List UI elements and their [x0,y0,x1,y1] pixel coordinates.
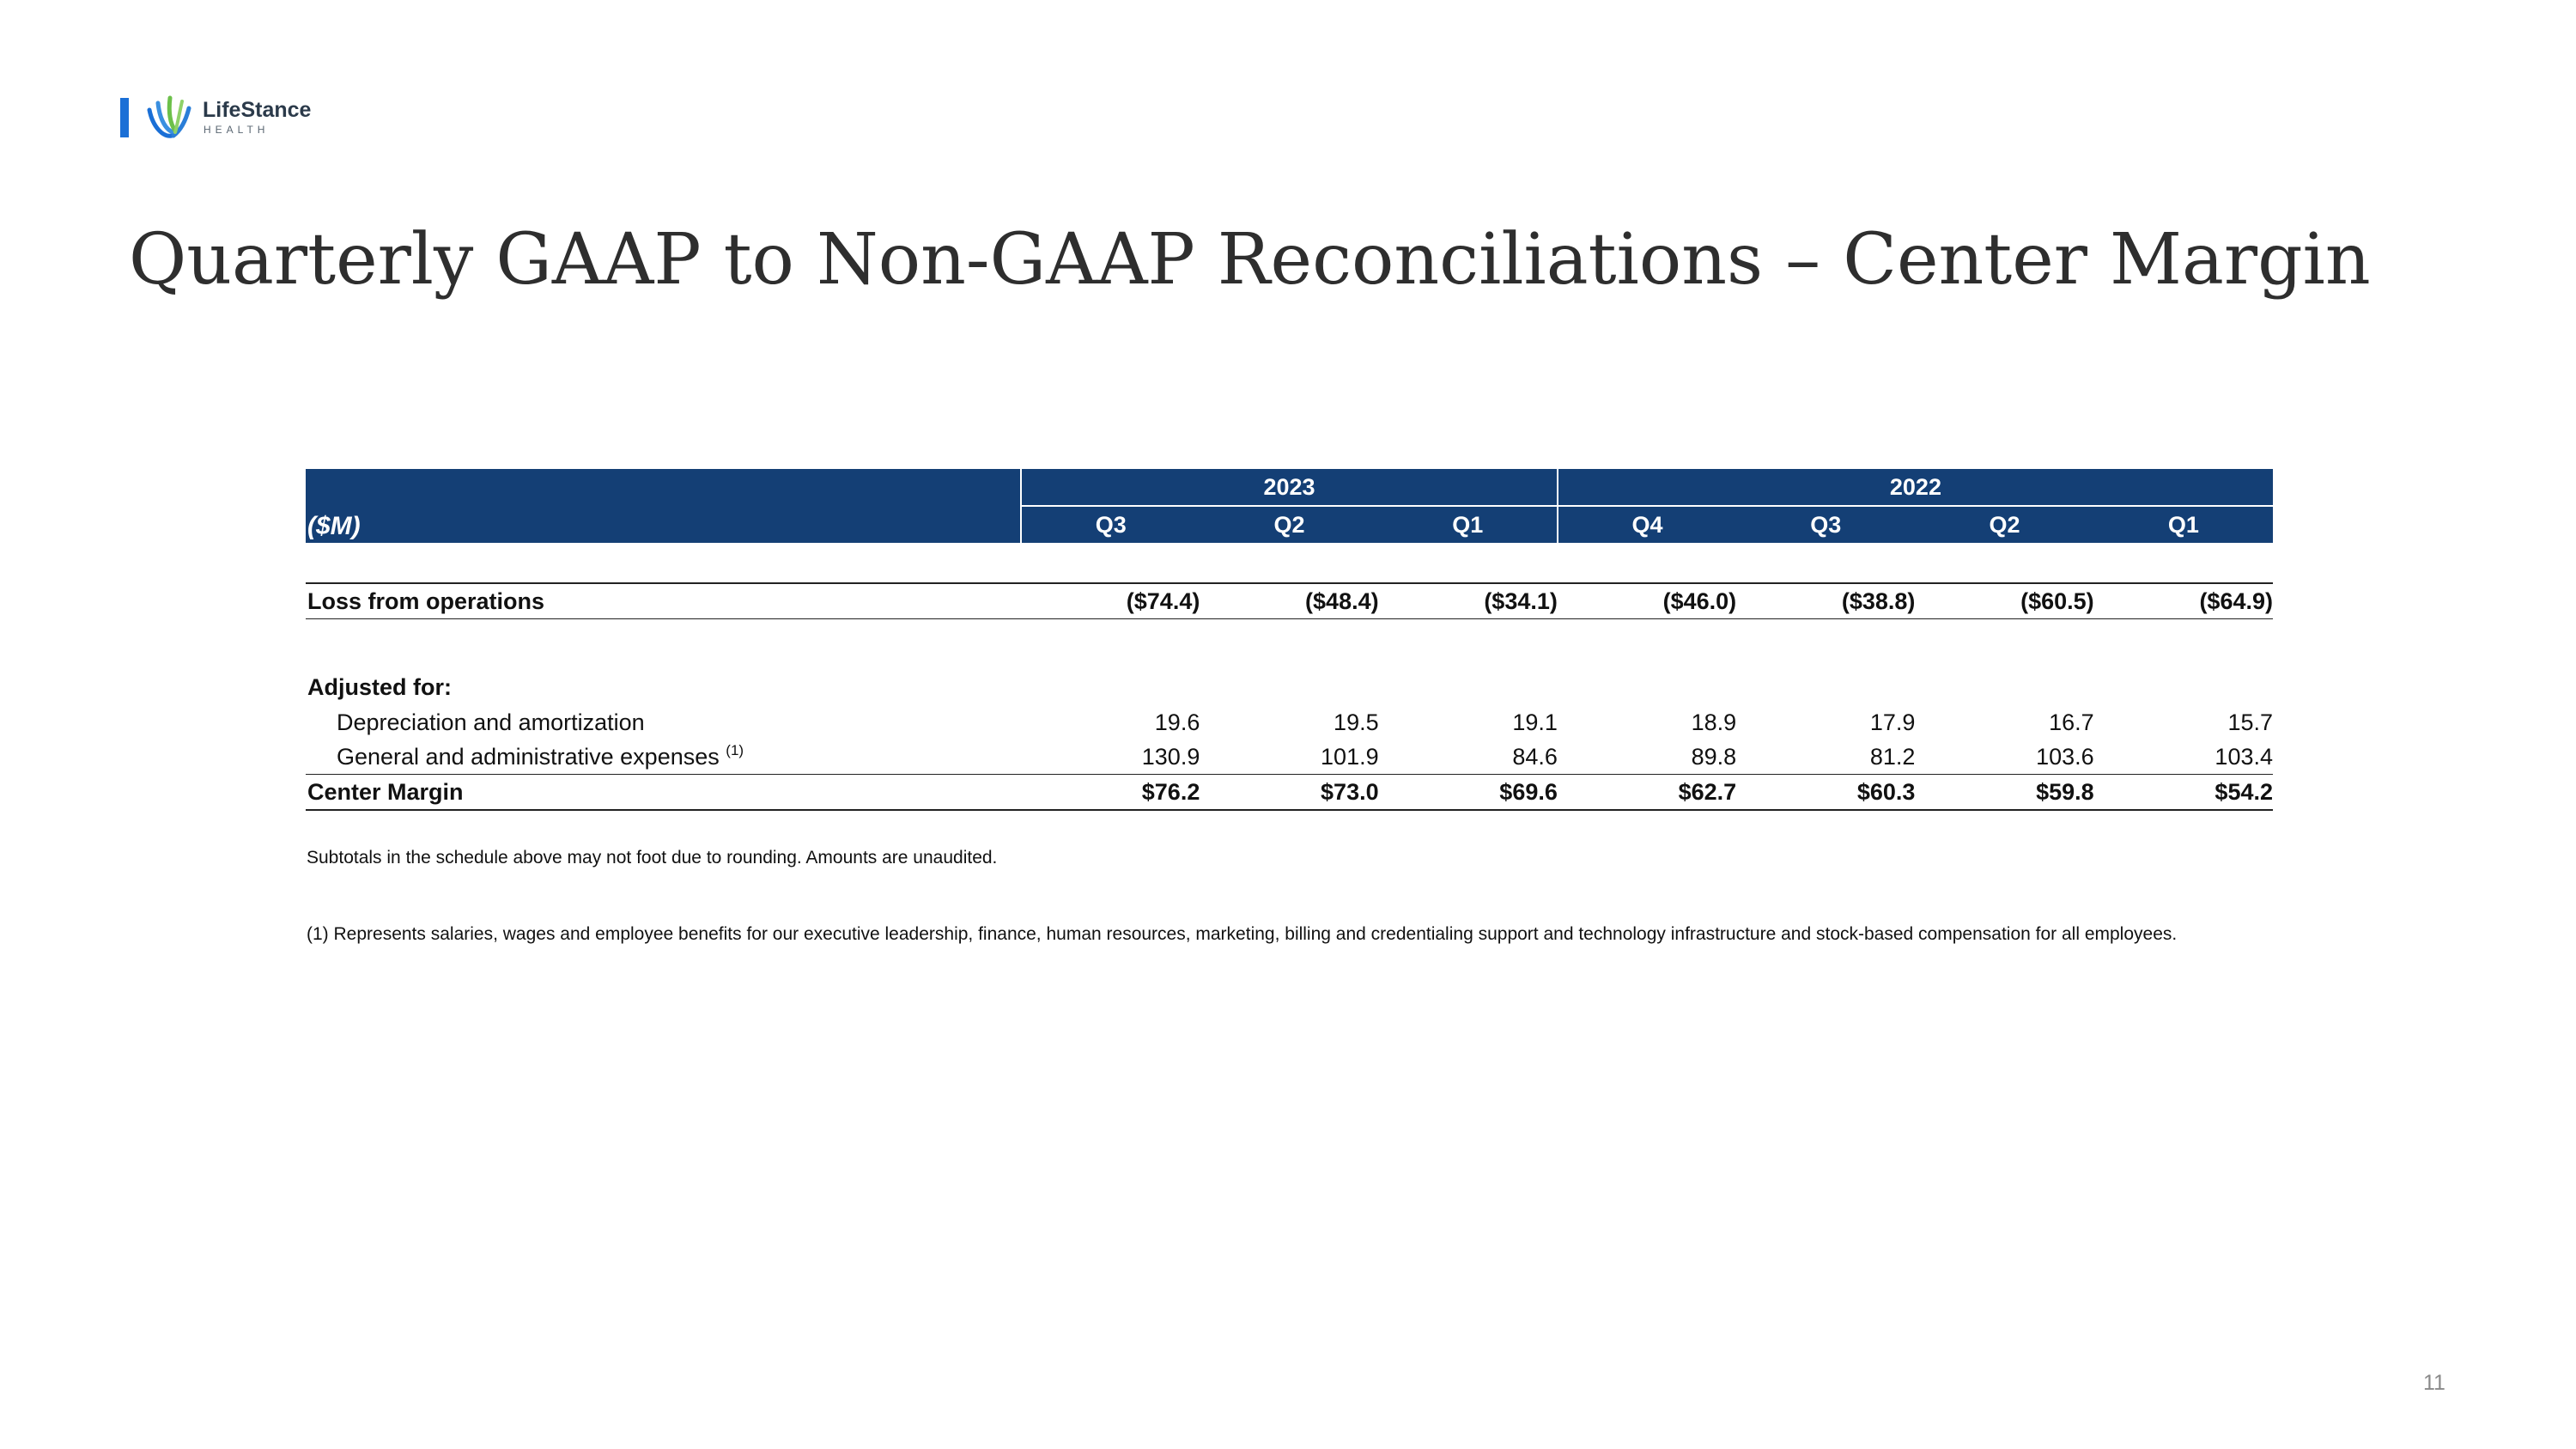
section-label: Adjusted for: [307,673,452,700]
table-cell: 89.8 [1691,743,1737,770]
table-row-center-margin [306,775,2273,811]
table-cell: 19.6 [1154,709,1200,735]
row-label: Loss from operations [306,583,1021,619]
logo-name: LifeStance [203,98,312,122]
row-label: Center Margin [306,775,1021,811]
year-header-2022: 2022 [1558,469,2273,506]
table-cell: $76.2 [1021,775,1200,811]
table-cell: $62.7 [1558,775,1736,811]
table-cell: $54.2 [2094,775,2273,811]
table-cell: $59.8 [1915,775,2093,811]
table-row-loss-from-operations [306,583,2273,619]
quarter-header: Q1 [1379,506,1558,543]
table-cell: 84.6 [1512,743,1558,770]
table-row-general-admin [306,740,2273,775]
year-header-2023: 2023 [1021,469,1558,506]
table-cell: $73.0 [1200,775,1378,811]
table-cell: 15.7 [2227,709,2273,735]
table-cell: $60.3 [1736,775,1915,811]
table-cell: 19.5 [1334,709,1379,735]
table-cell: 17.9 [1869,709,1916,735]
page-number: 11 [2423,1371,2445,1395]
table-cell: $69.6 [1379,775,1558,811]
quarter-header: Q3 [1736,506,1915,543]
reconciliation-table [306,469,2273,811]
table-cell: ($34.1) [1379,583,1558,619]
table-row-adjusted-for [306,669,2273,705]
table-row-depreciation [306,705,2273,740]
table-cell: ($64.9) [2094,583,2273,619]
quarter-header: Q2 [1200,506,1378,543]
footnote-1: (1) Represents salaries, wages and employee benefits for our executive leadership, finance, human resources, marketing, billing and credentialing support and technology infrastructure and stock-based compensation for all employees. [307,924,2178,944]
quarter-header: Q4 [1558,506,1736,543]
rounding-note: Subtotals in the schedule above may not foot due to rounding. Amounts are unaudited. [307,848,998,868]
table-cell: 103.4 [2215,743,2273,770]
row-label: General and administrative expenses [337,743,720,770]
table-cell: 81.2 [1869,743,1916,770]
footnote-ref: (1) [726,741,744,758]
logo-subtitle: HEALTH [204,124,270,136]
table-cell: 18.9 [1691,709,1737,735]
table-cell: ($48.4) [1200,583,1378,619]
table-cell: 19.1 [1512,709,1558,735]
quarter-header: Q3 [1021,506,1200,543]
row-label: Depreciation and amortization [337,709,645,735]
logo-accent-bar [120,98,129,137]
table-cell: 130.9 [1141,743,1200,770]
quarter-header: Q2 [1915,506,2093,543]
unit-label: ($M) [306,469,1021,543]
table-cell: ($46.0) [1558,583,1736,619]
table-cell: 16.7 [2049,709,2094,735]
page-title: Quarterly GAAP to Non-GAAP Reconciliations – Center Margin [129,219,2371,301]
table-cell: 101.9 [1321,743,1379,770]
table-cell: ($74.4) [1021,583,1200,619]
lifestance-logo-icon [144,93,194,143]
quarter-header: Q1 [2094,506,2273,543]
table-cell: ($60.5) [1915,583,2093,619]
table-cell: 103.6 [2036,743,2094,770]
table-cell: ($38.8) [1736,583,1915,619]
